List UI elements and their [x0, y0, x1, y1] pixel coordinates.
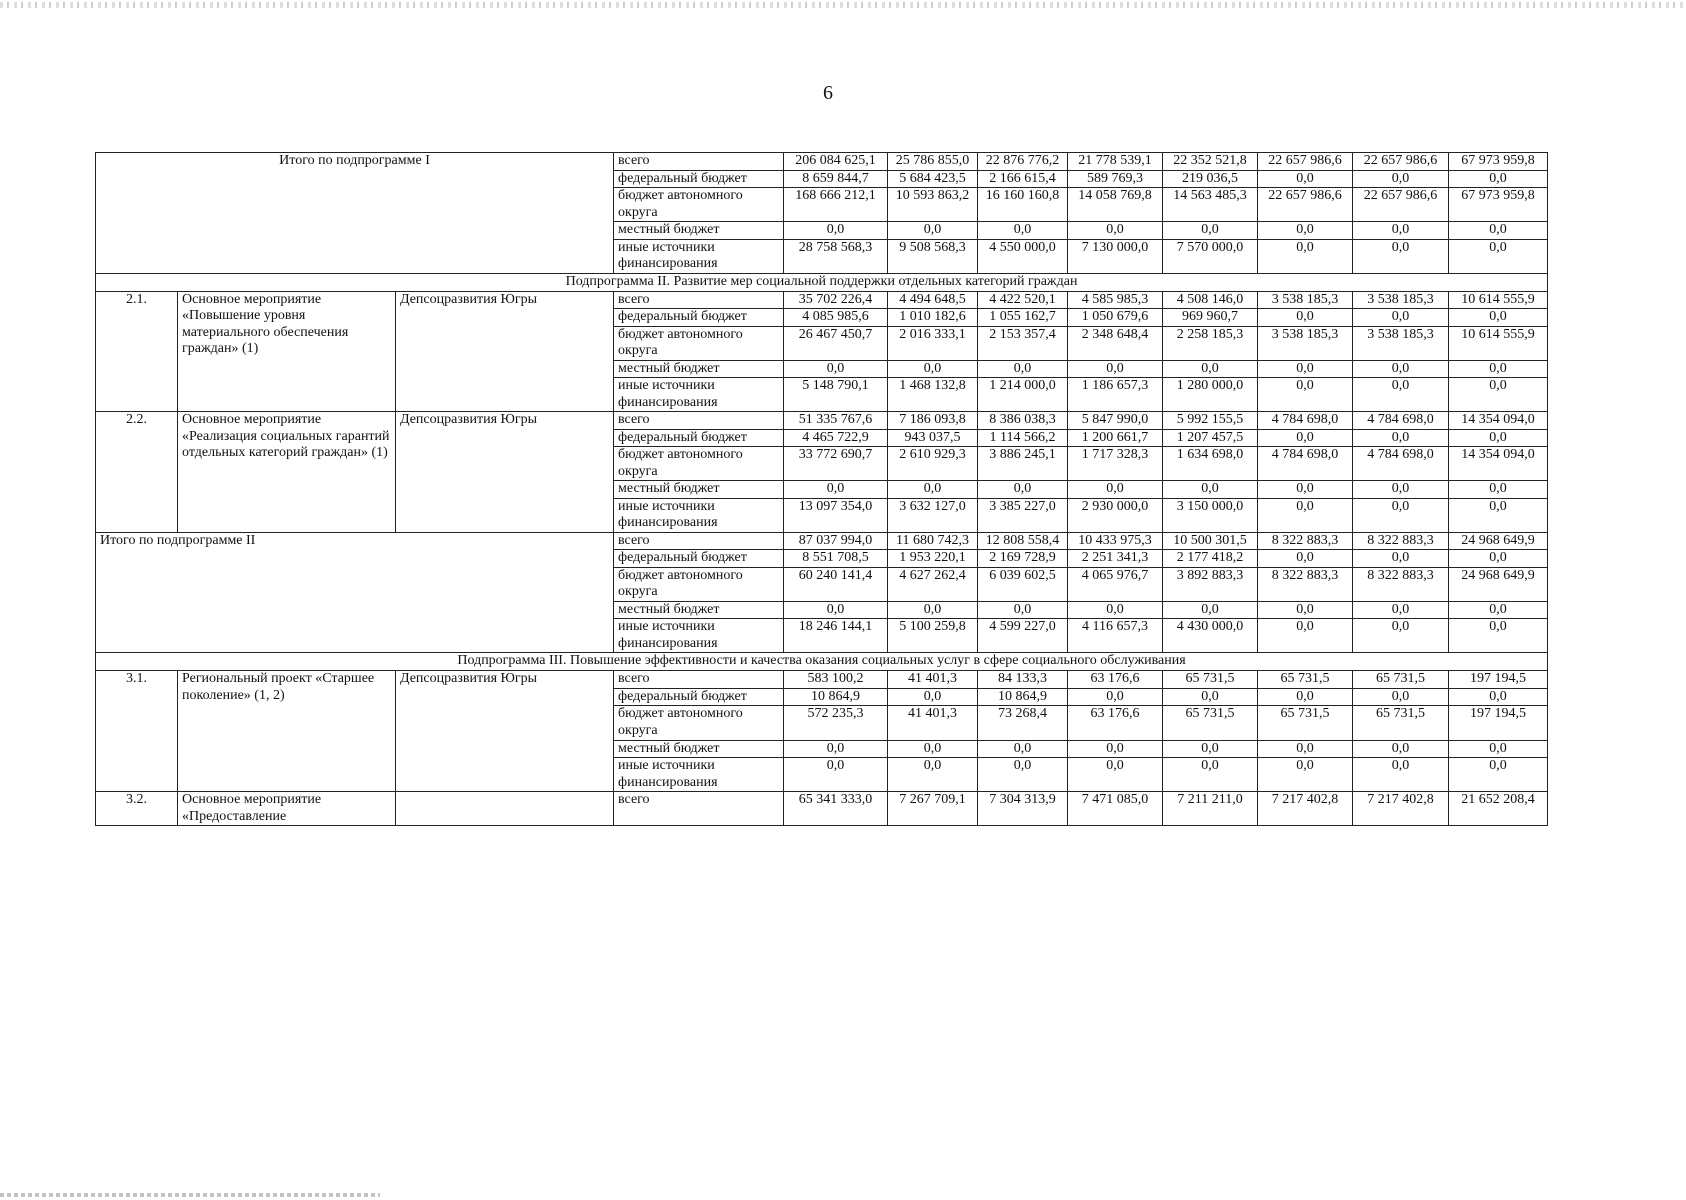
- amount-cell: 0,0: [784, 481, 888, 499]
- amount-cell: 5 847 990,0: [1068, 412, 1163, 430]
- amount-cell: 33 772 690,7: [784, 447, 888, 481]
- amount-cell: 1 468 132,8: [888, 378, 978, 412]
- amount-cell: 28 758 568,3: [784, 239, 888, 273]
- amount-cell: 0,0: [1258, 481, 1353, 499]
- amount-cell: 1 207 457,5: [1163, 429, 1258, 447]
- amount-cell: 7 570 000,0: [1163, 239, 1258, 273]
- amount-cell: 24 968 649,9: [1449, 567, 1548, 601]
- amount-cell: 65 731,5: [1163, 706, 1258, 740]
- amount-cell: 0,0: [1353, 740, 1449, 758]
- amount-cell: 8 386 038,3: [978, 412, 1068, 430]
- amount-cell: 8 322 883,3: [1353, 567, 1449, 601]
- amount-cell: 0,0: [1449, 740, 1548, 758]
- amount-cell: 219 036,5: [1163, 170, 1258, 188]
- amount-cell: 0,0: [784, 758, 888, 792]
- amount-cell: 5 148 790,1: [784, 378, 888, 412]
- amount-cell: 3 892 883,3: [1163, 567, 1258, 601]
- amount-cell: 0,0: [888, 688, 978, 706]
- amount-cell: 65 731,5: [1258, 671, 1353, 689]
- amount-cell: 2 016 333,1: [888, 326, 978, 360]
- amount-cell: 0,0: [1163, 688, 1258, 706]
- amount-cell: 3 538 185,3: [1258, 326, 1353, 360]
- funding-source: местный бюджет: [614, 601, 784, 619]
- amount-cell: 10 614 555,9: [1449, 326, 1548, 360]
- amount-cell: 4 784 698,0: [1353, 447, 1449, 481]
- amount-cell: 0,0: [1353, 758, 1449, 792]
- amount-cell: 2 610 929,3: [888, 447, 978, 481]
- amount-cell: 0,0: [1353, 309, 1449, 327]
- funding-source: федеральный бюджет: [614, 309, 784, 327]
- total-row: [96, 153, 1548, 171]
- amount-cell: 4 085 985,6: [784, 309, 888, 327]
- amount-cell: 0,0: [1353, 619, 1449, 653]
- amount-cell: 22 657 986,6: [1258, 153, 1353, 171]
- amount-cell: 18 246 144,1: [784, 619, 888, 653]
- amount-cell: 0,0: [1258, 498, 1353, 532]
- funding-source: иные источники финансирования: [614, 619, 784, 653]
- amount-cell: 0,0: [1353, 688, 1449, 706]
- item-executor: [396, 792, 614, 826]
- amount-cell: 1 186 657,3: [1068, 378, 1163, 412]
- amount-cell: 0,0: [784, 740, 888, 758]
- amount-cell: 8 322 883,3: [1258, 532, 1353, 550]
- amount-cell: 0,0: [1449, 378, 1548, 412]
- amount-cell: 41 401,3: [888, 671, 978, 689]
- amount-cell: 2 348 648,4: [1068, 326, 1163, 360]
- amount-cell: 2 166 615,4: [978, 170, 1068, 188]
- subprogram-header-row: [96, 273, 1548, 291]
- amount-cell: 0,0: [888, 758, 978, 792]
- page-number: 6: [823, 82, 833, 104]
- amount-cell: 0,0: [1353, 498, 1449, 532]
- amount-cell: 8 322 883,3: [1353, 532, 1449, 550]
- amount-cell: 0,0: [1258, 688, 1353, 706]
- amount-cell: 0,0: [1353, 360, 1449, 378]
- funding-source: местный бюджет: [614, 481, 784, 499]
- amount-cell: 7 186 093,8: [888, 412, 978, 430]
- amount-cell: 21 652 208,4: [1449, 792, 1548, 826]
- amount-cell: 0,0: [1449, 601, 1548, 619]
- item-number: 3.2.: [96, 792, 178, 826]
- amount-cell: 969 960,7: [1163, 309, 1258, 327]
- amount-cell: 3 538 185,3: [1353, 291, 1449, 309]
- funding-source: всего: [614, 412, 784, 430]
- amount-cell: 0,0: [978, 601, 1068, 619]
- funding-source: местный бюджет: [614, 360, 784, 378]
- amount-cell: 65 341 333,0: [784, 792, 888, 826]
- amount-cell: 1 050 679,6: [1068, 309, 1163, 327]
- amount-cell: 1 010 182,6: [888, 309, 978, 327]
- funding-source: федеральный бюджет: [614, 170, 784, 188]
- amount-cell: 2 930 000,0: [1068, 498, 1163, 532]
- amount-cell: 63 176,6: [1068, 706, 1163, 740]
- amount-cell: 7 304 313,9: [978, 792, 1068, 826]
- item-name: Региональный проект «Старшее поколение» (1, 2): [178, 671, 396, 792]
- amount-cell: 0,0: [1163, 740, 1258, 758]
- amount-cell: 583 100,2: [784, 671, 888, 689]
- amount-cell: 0,0: [888, 740, 978, 758]
- funding-source: всего: [614, 291, 784, 309]
- amount-cell: 22 876 776,2: [978, 153, 1068, 171]
- amount-cell: 10 614 555,9: [1449, 291, 1548, 309]
- amount-cell: 0,0: [1258, 239, 1353, 273]
- amount-cell: 206 084 625,1: [784, 153, 888, 171]
- item-row: [96, 671, 1548, 689]
- item-executor: Депсоцразвития Югры: [396, 671, 614, 792]
- amount-cell: 22 657 986,6: [1258, 188, 1353, 222]
- funding-source: всего: [614, 532, 784, 550]
- amount-cell: 4 627 262,4: [888, 567, 978, 601]
- funding-source: всего: [614, 153, 784, 171]
- amount-cell: 3 150 000,0: [1163, 498, 1258, 532]
- item-row: [96, 412, 1548, 430]
- amount-cell: 2 251 341,3: [1068, 550, 1163, 568]
- amount-cell: 197 194,5: [1449, 706, 1548, 740]
- funding-source: иные источники финансирования: [614, 378, 784, 412]
- subprogram-header-row: [96, 653, 1548, 671]
- amount-cell: 0,0: [1353, 222, 1449, 240]
- total-title: Итого по подпрограмме II: [96, 532, 614, 653]
- amount-cell: 0,0: [1068, 360, 1163, 378]
- amount-cell: 0,0: [1449, 481, 1548, 499]
- amount-cell: 0,0: [1068, 222, 1163, 240]
- amount-cell: 4 422 520,1: [978, 291, 1068, 309]
- amount-cell: 65 731,5: [1258, 706, 1353, 740]
- amount-cell: 0,0: [1353, 601, 1449, 619]
- amount-cell: 0,0: [1163, 601, 1258, 619]
- amount-cell: 0,0: [1353, 239, 1449, 273]
- amount-cell: 35 702 226,4: [784, 291, 888, 309]
- amount-cell: 0,0: [784, 360, 888, 378]
- amount-cell: 1 214 000,0: [978, 378, 1068, 412]
- amount-cell: 2 169 728,9: [978, 550, 1068, 568]
- amount-cell: 60 240 141,4: [784, 567, 888, 601]
- amount-cell: 2 258 185,3: [1163, 326, 1258, 360]
- amount-cell: 0,0: [978, 360, 1068, 378]
- amount-cell: 4 599 227,0: [978, 619, 1068, 653]
- amount-cell: 0,0: [1449, 360, 1548, 378]
- amount-cell: 943 037,5: [888, 429, 978, 447]
- amount-cell: 51 335 767,6: [784, 412, 888, 430]
- amount-cell: 14 563 485,3: [1163, 188, 1258, 222]
- amount-cell: 3 538 185,3: [1258, 291, 1353, 309]
- scan-artifact-bottom: [0, 1193, 380, 1197]
- amount-cell: 9 508 568,3: [888, 239, 978, 273]
- funding-source: местный бюджет: [614, 222, 784, 240]
- amount-cell: 8 659 844,7: [784, 170, 888, 188]
- amount-cell: 7 217 402,8: [1258, 792, 1353, 826]
- funding-source: местный бюджет: [614, 740, 784, 758]
- amount-cell: 22 657 986,6: [1353, 153, 1449, 171]
- amount-cell: 14 058 769,8: [1068, 188, 1163, 222]
- funding-source: всего: [614, 671, 784, 689]
- amount-cell: 0,0: [1449, 619, 1548, 653]
- amount-cell: 0,0: [1258, 429, 1353, 447]
- amount-cell: 3 385 227,0: [978, 498, 1068, 532]
- amount-cell: 0,0: [888, 360, 978, 378]
- amount-cell: 0,0: [1258, 309, 1353, 327]
- amount-cell: 0,0: [1353, 429, 1449, 447]
- amount-cell: 3 538 185,3: [1353, 326, 1449, 360]
- amount-cell: 4 585 985,3: [1068, 291, 1163, 309]
- amount-cell: 21 778 539,1: [1068, 153, 1163, 171]
- amount-cell: 1 953 220,1: [888, 550, 978, 568]
- amount-cell: 4 784 698,0: [1353, 412, 1449, 430]
- amount-cell: 67 973 959,8: [1449, 153, 1548, 171]
- amount-cell: 10 433 975,3: [1068, 532, 1163, 550]
- subprogram-title: Подпрограмма II. Развитие мер социальной поддержки отдельных категорий граждан: [96, 273, 1548, 291]
- amount-cell: 13 097 354,0: [784, 498, 888, 532]
- amount-cell: 4 784 698,0: [1258, 447, 1353, 481]
- amount-cell: 65 731,5: [1353, 671, 1449, 689]
- amount-cell: 0,0: [1449, 429, 1548, 447]
- amount-cell: 0,0: [1163, 360, 1258, 378]
- amount-cell: 0,0: [978, 758, 1068, 792]
- amount-cell: 65 731,5: [1163, 671, 1258, 689]
- amount-cell: 7 471 085,0: [1068, 792, 1163, 826]
- amount-cell: 0,0: [784, 601, 888, 619]
- amount-cell: 0,0: [1068, 758, 1163, 792]
- amount-cell: 197 194,5: [1449, 671, 1548, 689]
- amount-cell: 0,0: [888, 601, 978, 619]
- amount-cell: 11 680 742,3: [888, 532, 978, 550]
- amount-cell: 0,0: [1163, 481, 1258, 499]
- amount-cell: 0,0: [1449, 758, 1548, 792]
- amount-cell: 24 968 649,9: [1449, 532, 1548, 550]
- amount-cell: 0,0: [1258, 222, 1353, 240]
- amount-cell: 84 133,3: [978, 671, 1068, 689]
- amount-cell: 0,0: [1068, 688, 1163, 706]
- item-name: Основное мероприятие «Повышение уровня материального обеспечения граждан» (1): [178, 291, 396, 412]
- amount-cell: 0,0: [1258, 740, 1353, 758]
- amount-cell: 6 039 602,5: [978, 567, 1068, 601]
- amount-cell: 4 465 722,9: [784, 429, 888, 447]
- funding-source: иные источники финансирования: [614, 498, 784, 532]
- amount-cell: 0,0: [1449, 550, 1548, 568]
- amount-cell: 0,0: [784, 222, 888, 240]
- item-executor: Депсоцразвития Югры: [396, 412, 614, 533]
- amount-cell: 0,0: [1258, 550, 1353, 568]
- amount-cell: 0,0: [1068, 740, 1163, 758]
- amount-cell: 10 864,9: [978, 688, 1068, 706]
- item-number: 2.1.: [96, 291, 178, 412]
- amount-cell: 4 430 000,0: [1163, 619, 1258, 653]
- amount-cell: 4 550 000,0: [978, 239, 1068, 273]
- funding-source: иные источники финансирования: [614, 758, 784, 792]
- funding-source: бюджет автономного округа: [614, 326, 784, 360]
- amount-cell: 2 153 357,4: [978, 326, 1068, 360]
- amount-cell: 0,0: [1258, 619, 1353, 653]
- amount-cell: 0,0: [978, 481, 1068, 499]
- amount-cell: 1 280 000,0: [1163, 378, 1258, 412]
- amount-cell: 1 634 698,0: [1163, 447, 1258, 481]
- amount-cell: 0,0: [1258, 758, 1353, 792]
- funding-source: федеральный бюджет: [614, 429, 784, 447]
- item-number: 3.1.: [96, 671, 178, 792]
- item-name: Основное мероприятие «Предоставление: [178, 792, 396, 826]
- amount-cell: 7 211 211,0: [1163, 792, 1258, 826]
- amount-cell: 0,0: [1449, 498, 1548, 532]
- funding-source: бюджет автономного округа: [614, 706, 784, 740]
- amount-cell: 5 992 155,5: [1163, 412, 1258, 430]
- amount-cell: 0,0: [1353, 170, 1449, 188]
- funding-source: всего: [614, 792, 784, 826]
- funding-source: бюджет автономного округа: [614, 567, 784, 601]
- amount-cell: 168 666 212,1: [784, 188, 888, 222]
- amount-cell: 16 160 160,8: [978, 188, 1068, 222]
- amount-cell: 1 717 328,3: [1068, 447, 1163, 481]
- subprogram-title: Подпрограмма III. Повышение эффективности и качества оказания социальных услуг в сфере социального обслуживания: [96, 653, 1548, 671]
- amount-cell: 0,0: [1163, 222, 1258, 240]
- amount-cell: 65 731,5: [1353, 706, 1449, 740]
- amount-cell: 22 352 521,8: [1163, 153, 1258, 171]
- amount-cell: 5 100 259,8: [888, 619, 978, 653]
- amount-cell: 0,0: [1258, 601, 1353, 619]
- amount-cell: 0,0: [1449, 309, 1548, 327]
- amount-cell: 0,0: [888, 481, 978, 499]
- amount-cell: 4 065 976,7: [1068, 567, 1163, 601]
- amount-cell: 0,0: [1068, 481, 1163, 499]
- amount-cell: 1 200 661,7: [1068, 429, 1163, 447]
- amount-cell: 0,0: [1449, 239, 1548, 273]
- amount-cell: 0,0: [1353, 550, 1449, 568]
- amount-cell: 2 177 418,2: [1163, 550, 1258, 568]
- amount-cell: 5 684 423,5: [888, 170, 978, 188]
- funding-source: федеральный бюджет: [614, 550, 784, 568]
- amount-cell: 4 784 698,0: [1258, 412, 1353, 430]
- amount-cell: 73 268,4: [978, 706, 1068, 740]
- amount-cell: 0,0: [1258, 378, 1353, 412]
- amount-cell: 8 551 708,5: [784, 550, 888, 568]
- amount-cell: 0,0: [1258, 170, 1353, 188]
- total-title: Итого по подпрограмме I: [96, 153, 614, 274]
- amount-cell: 4 116 657,3: [1068, 619, 1163, 653]
- amount-cell: 0,0: [1353, 481, 1449, 499]
- amount-cell: 0,0: [1068, 601, 1163, 619]
- budget-table: [95, 152, 1548, 826]
- funding-source: бюджет автономного округа: [614, 188, 784, 222]
- amount-cell: 22 657 986,6: [1353, 188, 1449, 222]
- amount-cell: 0,0: [1449, 170, 1548, 188]
- amount-cell: 26 467 450,7: [784, 326, 888, 360]
- amount-cell: 0,0: [1163, 758, 1258, 792]
- amount-cell: 3 632 127,0: [888, 498, 978, 532]
- scan-artifact-top: [0, 2, 1686, 8]
- funding-source: федеральный бюджет: [614, 688, 784, 706]
- amount-cell: 14 354 094,0: [1449, 412, 1548, 430]
- amount-cell: 3 886 245,1: [978, 447, 1068, 481]
- amount-cell: 572 235,3: [784, 706, 888, 740]
- total-row: [96, 532, 1548, 550]
- amount-cell: 0,0: [1258, 360, 1353, 378]
- funding-source: иные источники финансирования: [614, 239, 784, 273]
- amount-cell: 67 973 959,8: [1449, 188, 1548, 222]
- amount-cell: 25 786 855,0: [888, 153, 978, 171]
- amount-cell: 0,0: [1353, 378, 1449, 412]
- amount-cell: 0,0: [1449, 688, 1548, 706]
- amount-cell: 41 401,3: [888, 706, 978, 740]
- amount-cell: 7 267 709,1: [888, 792, 978, 826]
- amount-cell: 589 769,3: [1068, 170, 1163, 188]
- amount-cell: 0,0: [978, 222, 1068, 240]
- amount-cell: 0,0: [1449, 222, 1548, 240]
- funding-source: бюджет автономного округа: [614, 447, 784, 481]
- amount-cell: 1 055 162,7: [978, 309, 1068, 327]
- amount-cell: 1 114 566,2: [978, 429, 1068, 447]
- amount-cell: 10 500 301,5: [1163, 532, 1258, 550]
- item-name: Основное мероприятие «Реализация социальных гарантий отдельных категорий граждан» (1): [178, 412, 396, 533]
- amount-cell: 12 808 558,4: [978, 532, 1068, 550]
- item-row: [96, 792, 1548, 826]
- amount-cell: 10 864,9: [784, 688, 888, 706]
- amount-cell: 7 217 402,8: [1353, 792, 1449, 826]
- amount-cell: 4 508 146,0: [1163, 291, 1258, 309]
- item-executor: Депсоцразвития Югры: [396, 291, 614, 412]
- amount-cell: 0,0: [888, 222, 978, 240]
- amount-cell: 7 130 000,0: [1068, 239, 1163, 273]
- amount-cell: 8 322 883,3: [1258, 567, 1353, 601]
- amount-cell: 4 494 648,5: [888, 291, 978, 309]
- item-number: 2.2.: [96, 412, 178, 533]
- amount-cell: 0,0: [978, 740, 1068, 758]
- amount-cell: 10 593 863,2: [888, 188, 978, 222]
- amount-cell: 87 037 994,0: [784, 532, 888, 550]
- item-row: [96, 291, 1548, 309]
- amount-cell: 14 354 094,0: [1449, 447, 1548, 481]
- amount-cell: 63 176,6: [1068, 671, 1163, 689]
